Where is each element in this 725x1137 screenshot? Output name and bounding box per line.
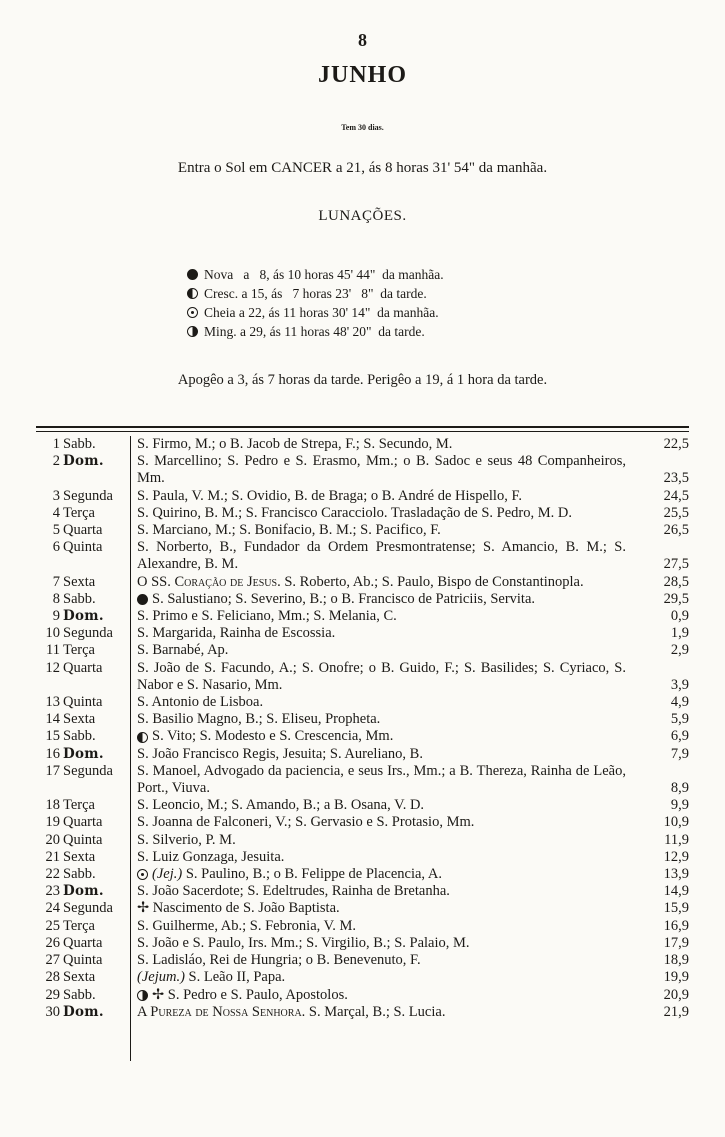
day-number: 24 [45,900,60,917]
fasting-note: (Jejum.) [137,969,185,986]
day-number: 21 [45,848,60,865]
saints-list: S. Leoncio, M.; S. Amando, B.; a B. Osana, V. D. [137,797,425,814]
saints-list: S. Luiz Gonzaga, Jesuita. [137,848,285,865]
saints-list: S. Antonio de Lisboa. [137,694,264,711]
weekday: Sabb. [63,728,96,745]
day-row [36,608,689,625]
day-row [36,883,689,900]
phase-text: Nova a 8, ás 10 horas 45' 44" da manhãa. [204,266,444,282]
moon-age: 18,9 [663,952,689,969]
saints-list: S. Barnabé, Ap. [137,642,229,659]
new-moon-icon [187,269,198,280]
day-row [36,866,689,883]
phase-last-quarter [187,322,444,341]
weekday: Sabb. [63,866,96,883]
saints-text [137,935,626,952]
day-number: 30 [45,1003,60,1020]
day-number: 12 [45,659,60,676]
weekday: Terça [63,917,95,934]
saints-text [137,522,626,539]
day-row [36,849,689,866]
moon-age: 21,9 [663,1003,689,1020]
last-quarter-icon [187,326,198,337]
saints-list: . S. Marçal, B.; S. Lucia. [301,1003,446,1020]
page-number: 8 [358,30,367,50]
saints-text [137,797,626,814]
saints-list: S. Pedro e S. Paulo, Apostolos. [167,986,348,1003]
weekday: Segunda [63,625,113,642]
last-quarter-icon [137,990,148,1001]
weekday: Sexta [63,711,96,728]
saints-text [137,436,626,453]
day-row [36,453,689,487]
saints-text [137,746,626,763]
feast-name: A Pureza de Nossa Senhora [137,1003,302,1020]
day-number: 1 [52,436,60,452]
saints-list: S. Leão II, Papa. [188,969,286,986]
saints-list: Nascimento de S. João Baptista. [152,900,340,917]
day-number: 3 [52,487,60,504]
weekday: Sexta [63,848,96,865]
day-row [36,522,689,539]
saints-text [137,900,626,917]
day-row [36,728,689,745]
day-number: 16 [45,745,60,762]
month-title: JUNHO [318,62,407,88]
moon-age: 27,5 [663,556,689,573]
day-row [36,814,689,831]
day-number: 15 [45,728,60,745]
first-quarter-icon [187,288,198,299]
saints-list: S. Quirino, B. M.; S. Francisco Caracciolo. Trasladação de S. Pedro, M. D. [137,504,572,521]
day-row [36,746,689,763]
day-number: 7 [52,573,60,590]
day-row [36,969,689,986]
moon-age: 23,5 [663,470,689,487]
day-row [36,832,689,849]
saints-text [137,952,626,969]
saints-list: S. Paulino, B.; o B. Felippe de Placencia, A. [185,866,442,883]
day-row [36,900,689,917]
saints-list: S. Firmo, M.; o B. Jacob de Strepa, F.; S. Secundo, M. [137,436,453,452]
weekday: Dom. [63,883,104,900]
phase-new-moon [187,265,444,284]
saints-list: S. Marciano, M.; S. Bonifacio, B. M.; S. Pacifico, F. [137,522,441,539]
day-row [36,711,689,728]
saints-text [137,625,626,642]
saints-list: S. Norberto, B., Fundador da Ordem Presmontratense; S. Amancio, B. M.; S. Alexandre, B. M. [137,539,626,573]
weekday: Terça [63,642,95,659]
weekday: Quinta [63,831,103,848]
saints-text [137,987,626,1004]
saints-text [137,814,626,831]
lunar-phases-list [187,265,444,341]
saints-text [137,505,626,522]
day-number: 10 [45,625,60,642]
saints-text [137,488,626,505]
day-row [36,763,689,797]
day-row [36,505,689,522]
day-number: 5 [52,522,60,539]
weekday: Segunda [63,487,113,504]
moon-age: 14,9 [663,883,689,900]
lunacoes-title: LUNAÇÕES. [318,208,407,224]
day-number: 26 [45,934,60,951]
weekday: Dom. [63,1003,104,1020]
day-number: 28 [45,969,60,986]
moon-age: 7,9 [670,745,689,762]
day-row [36,574,689,591]
day-number: 17 [45,762,60,779]
saints-list: S. Joanna de Falconeri, V.; S. Gervasio e S. Protasio, Mm. [137,814,475,831]
saints-text [137,728,626,745]
day-number: 27 [45,952,60,969]
weekday: Quinta [63,952,103,969]
moon-age: 16,9 [663,917,689,934]
weekday: Terça [63,797,95,814]
saints-text [137,883,626,900]
day-number: 20 [45,831,60,848]
weekday: Terça [63,504,95,521]
moon-age: 2,9 [670,642,689,659]
saints-prefix: O SS. [137,573,171,590]
day-number: 19 [45,814,60,831]
saints-list: S. Margarida, Rainha de Escossia. [137,625,336,642]
moon-age: 9,9 [670,797,689,814]
moon-age: 5,9 [670,711,689,728]
moon-age: 0,9 [670,608,689,625]
calendar-table [36,436,689,1021]
saints-list: S. Vito; S. Modesto e S. Crescencia, Mm. [152,728,394,745]
saints-list: S. João Sacerdote; S. Edeltrudes, Rainha de Bretanha. [137,883,450,900]
saints-list: S. Basilio Magno, B.; S. Eliseu, Propheta. [137,711,381,728]
day-number: 22 [45,866,60,883]
day-number: 25 [45,917,60,934]
moon-age: 28,5 [663,573,689,590]
day-number: 29 [45,986,60,1003]
day-row [36,935,689,952]
moon-age: 19,9 [663,969,689,986]
day-row [36,918,689,935]
saints-list: S. João Francisco Regis, Jesuita; S. Aureliano, B. [137,745,423,762]
day-number: 4 [52,504,60,521]
day-row [36,694,689,711]
moon-age: 26,5 [663,522,689,539]
cross-icon: ✢ [137,900,150,917]
new-moon-icon [137,594,148,605]
weekday: Dom. [63,608,104,625]
moon-age: 11,9 [664,831,689,848]
moon-age: 12,9 [663,848,689,865]
moon-age: 3,9 [670,676,689,693]
moon-age: 24,5 [663,487,689,504]
moon-age: 13,9 [663,866,689,883]
day-row [36,591,689,608]
moon-age: 6,9 [670,728,689,745]
full-moon-icon [187,307,198,318]
day-number: 23 [45,883,60,900]
day-number: 8 [52,590,60,607]
day-row [36,660,689,694]
saints-list: . S. Roberto, Ab.; S. Paulo, Bispo de Constantinopla. [277,573,584,590]
weekday: Segunda [63,762,113,779]
saints-list: S. Marcellino; S. Pedro e S. Erasmo, Mm.; o B. Sadoc e seus 48 Companheiros, Mm. [137,453,626,487]
moon-age: 22,5 [663,436,689,452]
saints-text [137,608,626,625]
day-row [36,625,689,642]
moon-age: 4,9 [670,694,689,711]
day-row [36,539,689,573]
day-number: 14 [45,711,60,728]
weekday: Quinta [63,694,103,711]
weekday: Sabb. [63,986,96,1003]
saints-text [137,1004,626,1021]
sun-entry-line: Entra o Sol em CANCER a 21, ás 8 horas 31' 54" da manhãa. [177,160,548,176]
cross-icon: ✢ [152,986,165,1003]
day-row [36,642,689,659]
day-row [36,987,689,1004]
saints-list: S. Salustiano; S. Severino, B.; o B. Francisco de Patriciis, Servita. [152,590,536,607]
weekday: Sexta [63,969,96,986]
saints-list: S. Manoel, Advogado da paciencia, e seus Irs., Mm.; a B. Thereza, Rainha de Leão, Port., Viuva. [137,762,626,797]
saints-list: S. Ladisláo, Rei de Hungria; o B. Benevenuto, F. [137,952,421,969]
phase-text: Cresc. a 15, ás 7 horas 23' 8" da tarde. [204,285,427,301]
day-row [36,488,689,505]
moon-age: 20,9 [663,986,689,1003]
day-row [36,952,689,969]
saints-list: S. João de S. Facundo, A.; S. Onofre; o B. Guido, F.; S. Basilides; S. Cyriaco, S. Nabor e S. Nasario, Mm. [137,659,626,693]
saints-list: S. Guilherme, Ab.; S. Febronia, V. M. [137,917,356,934]
moon-age: 8,9 [670,780,689,797]
saints-text [137,918,626,935]
feast-name: Coração de Jesus [174,573,278,590]
saints-list: S. João e S. Paulo, Irs. Mm.; S. Virgilio, B.; S. Palaio, M. [137,934,470,951]
phase-full-moon [187,303,444,322]
moon-age: 17,9 [663,934,689,951]
saints-text [137,591,626,608]
saints-text [137,969,626,986]
day-number: 9 [52,608,60,625]
days-note: Tem 30 dias. [341,123,384,132]
saints-text [137,763,626,797]
weekday: Quinta [63,539,103,556]
saints-text [137,711,626,728]
weekday: Quarta [63,522,103,539]
phase-text: Ming. a 29, ás 11 horas 48' 20" da tarde. [204,323,425,339]
apogee-perigee-line: Apogêo a 3, ás 7 horas da tarde. Perigêo a 19, á 1 hora da tarde. [177,372,548,388]
saints-text [137,642,626,659]
saints-text [137,660,626,694]
moon-age: 25,5 [663,504,689,521]
saints-text [137,453,626,487]
first-quarter-icon [137,732,148,743]
day-number: 13 [45,694,60,711]
saints-list: S. Silverio, P. M. [137,831,236,848]
saints-text [137,694,626,711]
fasting-note: (Jej.) [152,866,183,883]
day-row [36,1004,689,1021]
saints-text [137,832,626,849]
table-top-rule [36,426,689,428]
weekday: Segunda [63,900,113,917]
saints-text [137,574,626,591]
day-number: 2 [52,453,60,470]
day-number: 11 [46,642,60,659]
weekday: Quarta [63,934,103,951]
weekday: Sexta [63,573,96,590]
weekday: Sabb. [63,590,96,607]
weekday: Sabb. [63,436,96,452]
saints-text [137,866,626,883]
saints-list: S. Paula, V. M.; S. Ovidio, B. de Braga; o B. André de Hispello, F. [137,487,522,504]
weekday: Dom. [63,453,104,470]
weekday: Quarta [63,659,103,676]
day-row [36,436,689,453]
phase-text: Cheia a 22, ás 11 horas 30' 14" da manhãa. [204,304,439,320]
day-number: 18 [45,797,60,814]
moon-age: 29,5 [663,590,689,607]
weekday: Quarta [63,814,103,831]
saints-list: S. Primo e S. Feliciano, Mm.; S. Melania, C. [137,608,397,625]
moon-age: 1,9 [670,625,689,642]
day-row [36,797,689,814]
saints-text [137,539,626,573]
saints-text [137,849,626,866]
moon-age: 15,9 [663,900,689,917]
table-top-rule-thin [36,431,689,432]
phase-first-quarter [187,284,444,303]
weekday: Dom. [63,745,104,762]
moon-age: 10,9 [663,814,689,831]
day-number: 6 [52,539,60,556]
